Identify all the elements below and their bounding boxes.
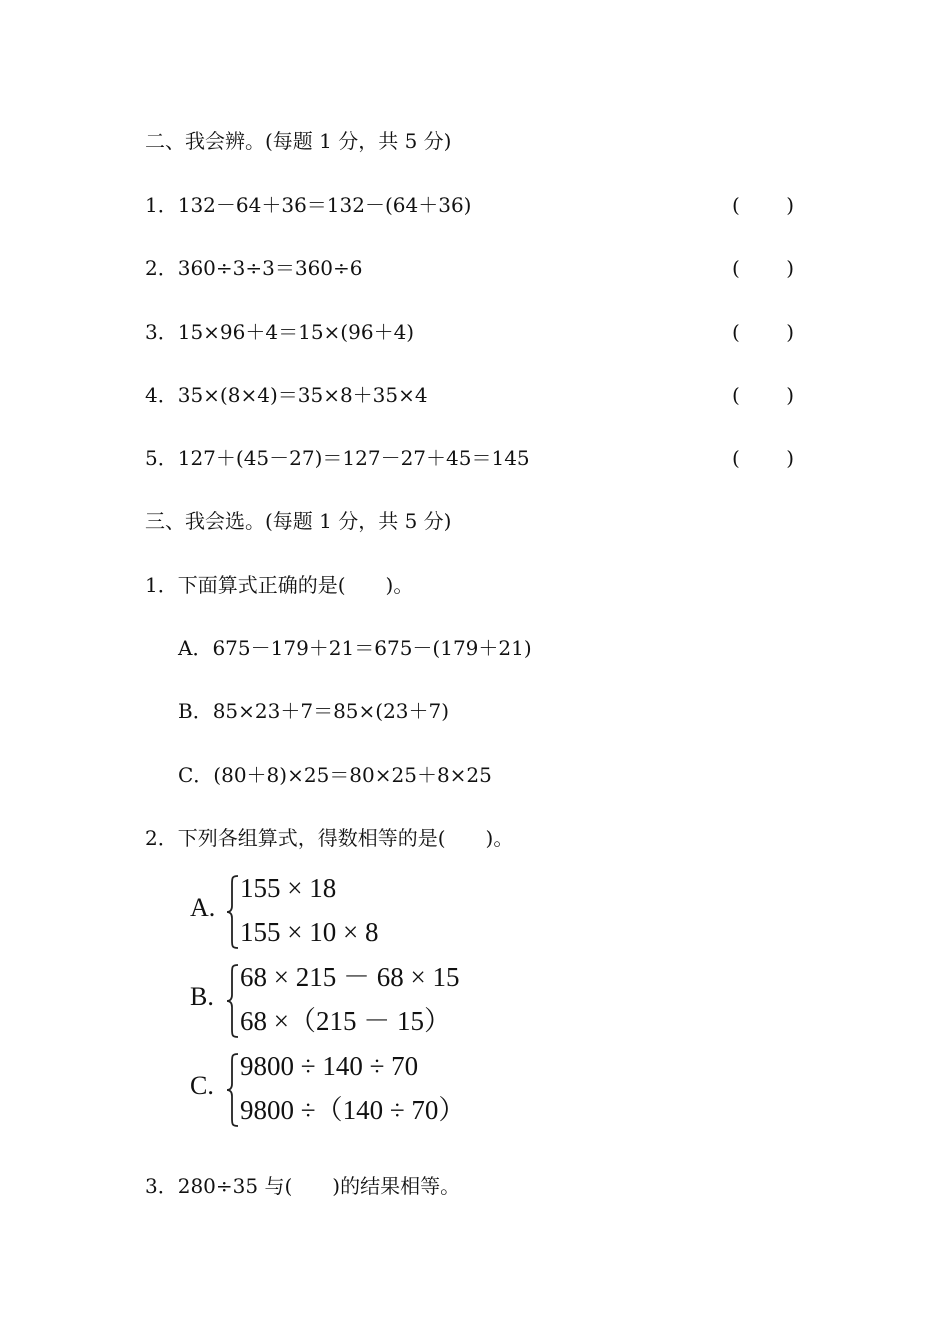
paren-open: (: [732, 383, 740, 407]
answer-paren-2[interactable]: [732, 255, 794, 281]
q2-option-c[interactable]: [190, 1050, 510, 1130]
answer-paren-4[interactable]: [732, 382, 794, 408]
left-brace-icon: [226, 874, 240, 950]
judge-item-4: 4．35×(8×4)＝35×8＋35×4: [145, 383, 428, 407]
option-expression-1: 68 × 215 － 68 × 15: [240, 962, 460, 992]
option-label: C.: [190, 1071, 214, 1100]
left-brace-icon: [226, 1052, 240, 1128]
q1-option-b[interactable]: B．85×23＋7＝85×(23＋7): [178, 699, 450, 723]
paren-open: (: [732, 446, 740, 470]
paren-open: (: [732, 193, 740, 217]
q2-option-a[interactable]: [190, 872, 510, 952]
paren-close: ): [786, 256, 794, 280]
option-expression-2: 68 ×（215 － 15）: [240, 1006, 451, 1036]
answer-paren-1[interactable]: [732, 192, 794, 218]
paren-close: ): [786, 193, 794, 217]
choice-question-3: 3．280÷35 与( )的结果相等。: [145, 1174, 461, 1198]
option-label: A.: [190, 893, 216, 922]
paren-open: (: [732, 256, 740, 280]
q1-option-c[interactable]: C．(80＋8)×25＝80×25＋8×25: [178, 763, 492, 787]
section-2-title: 二、我会辨。(每题 1 分，共 5 分): [145, 129, 452, 153]
choice-question-1: 1．下面算式正确的是( )。: [145, 573, 414, 597]
q2-option-b[interactable]: [190, 961, 510, 1041]
judge-item-5: 5．127＋(45－27)＝127－27＋45＝145: [145, 446, 530, 470]
paren-open: (: [732, 320, 740, 344]
left-brace-icon: [226, 963, 240, 1039]
q1-option-a[interactable]: A．675－179＋21＝675－(179＋21): [178, 636, 532, 660]
option-label: B.: [190, 982, 214, 1011]
judge-item-2: 2．360÷3÷3＝360÷6: [145, 256, 363, 280]
option-expression-1: 155 × 18: [240, 873, 337, 903]
judge-item-3: 3．15×96＋4＝15×(96＋4): [145, 320, 415, 344]
paren-close: ): [786, 383, 794, 407]
option-expression-2: 9800 ÷（140 ÷ 70）: [240, 1095, 466, 1125]
judge-item-1: 1．132－64＋36＝132－(64＋36): [145, 193, 472, 217]
choice-question-2: 2．下列各组算式，得数相等的是( )。: [145, 826, 514, 850]
option-expression-1: 9800 ÷ 140 ÷ 70: [240, 1051, 419, 1081]
answer-paren-3[interactable]: [732, 319, 794, 345]
section-3-title: 三、我会选。(每题 1 分，共 5 分): [145, 509, 452, 533]
option-expression-2: 155 × 10 × 8: [240, 917, 379, 947]
paren-close: ): [786, 320, 794, 344]
answer-paren-5[interactable]: [732, 445, 794, 471]
paren-close: ): [786, 446, 794, 470]
